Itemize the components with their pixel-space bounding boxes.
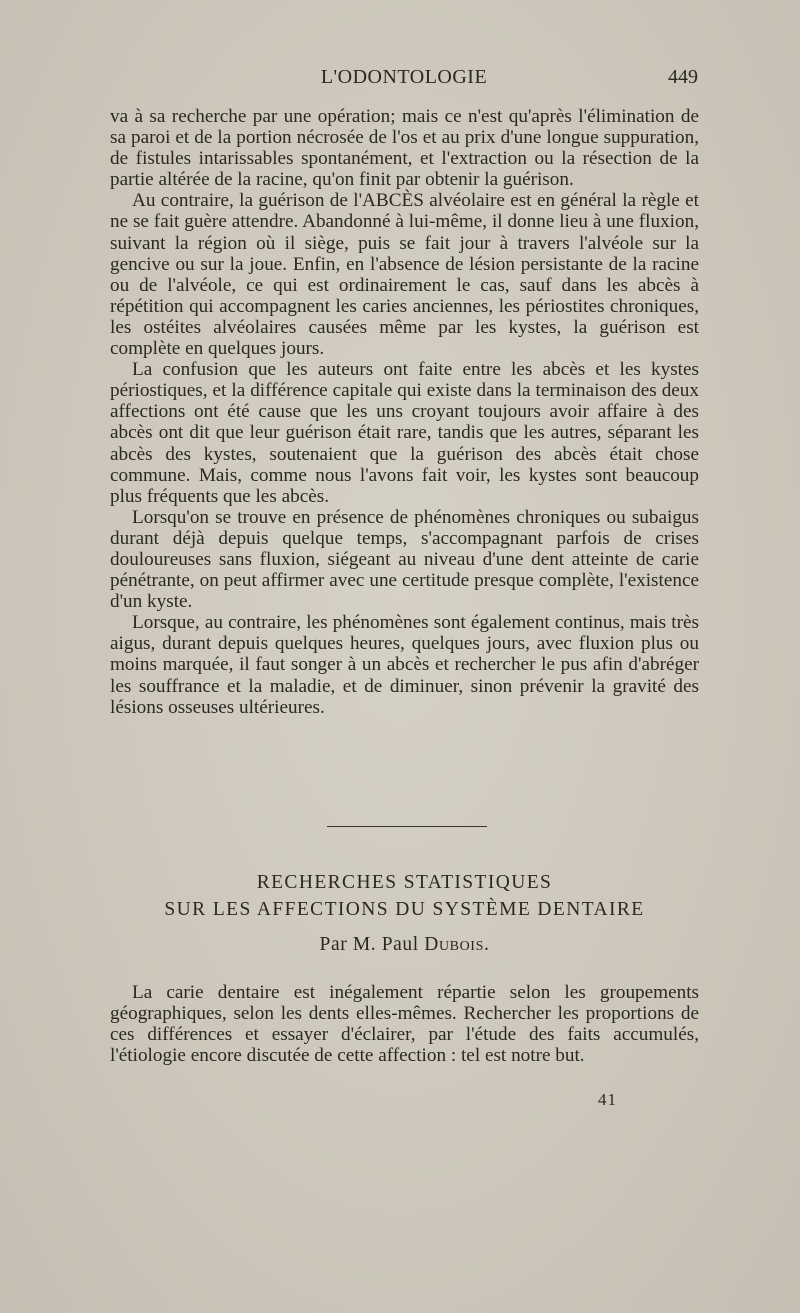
section-divider [327, 826, 487, 827]
signature-mark: 41 [598, 1090, 617, 1109]
running-header [110, 66, 698, 92]
author-prefix: Par M. Paul [319, 934, 419, 955]
paragraph-1: va à sa recherche par une opération; mais ce n'est qu'après l'élimination de sa paroi et de la portion nécrosée de l'os et au prix d'une longue suppuration, de fistules intarissables spontanément, et l'extraction ou la résection de la partie altérée de la racine, qu'on finit par obtenir la guérison. [110, 106, 699, 191]
paragraph-4: Lorsqu'on se trouve en présence de phénomènes chroniques ou subaigus durant déjà depuis quelque temps, s'accompagnant parfois de crises douloureuses sans fluxion, siégeant au niveau d'une dent atteinte de carie pénétrante, on peut affirmer avec une certitude presque complète, l'existence d'un kyste. [110, 506, 699, 613]
article-title-line-2: SUR LES AFFECTIONS DU SYSTÈME DENTAIRE [164, 899, 645, 920]
paragraph-2: Au contraire, la guérison de l'ABCÈS alvéolaire est en général la règle et ne se fait guère attendre. Abandonné à lui-même, il donne lieu à une fluxion, suivant la région où il siège, puis se fait jour à travers l'alvéole sur la gencive ou sur la joue. Enfin, en l'absence de lésion persistante de la racine ou de l'alvéole, ce qui est ordinairement le cas, sauf dans les abcès à répétition qui accompagnent les caries anciennes, les périostites chroniques, les ostéites alvéolaires causées même par les kystes, la guérison est complète en quelques jours. [110, 190, 699, 360]
author-line [110, 934, 699, 956]
page-number: 449 [668, 66, 698, 88]
article-body [110, 982, 699, 1066]
article-title-line-1: RECHERCHES STATISTIQUES [256, 872, 553, 893]
running-title: L'ODONTOLOGIE [320, 66, 488, 88]
paragraph-5: Lorsque, au contraire, les phénomènes sont également continus, mais très aigus, durant depuis quelques heures, quelques jours, avec fluxion plus ou moins marquée, il faut songer à un abcès et rechercher le pus afin d'abréger les souffrance et la maladie, et de diminuer, sinon prévenir la gravité des lésions osseuses ultérieures. [110, 612, 699, 718]
article-paragraph-1: La carie dentaire est inégalement répartie selon les groupements géographiques, selon les dents elles-mêmes. Rechercher les proportions de ces différences et essayer d'éclairer, par l'étude des faits accumulés, l'étiologie encore discutée de cette affection : tel est notre but. [110, 982, 699, 1067]
paragraph-3: La confusion que les auteurs ont faite entre les abcès et les kystes périostiques, et la différence capitale qui existe dans la terminaison des deux affections ont été cause que les uns croyant toujours avoir affaire à des abcès ont dit que leur guérison était rare, tandis que les autres, séparant les abcès des kystes, soutenaient que la guérison des abcès était chose commune. Mais, comme nous l'avons fait voir, les kystes sont beaucoup plus fréquents que les abcès. [110, 359, 699, 507]
author-name: Dubois. [424, 934, 490, 955]
body-text [110, 106, 699, 718]
